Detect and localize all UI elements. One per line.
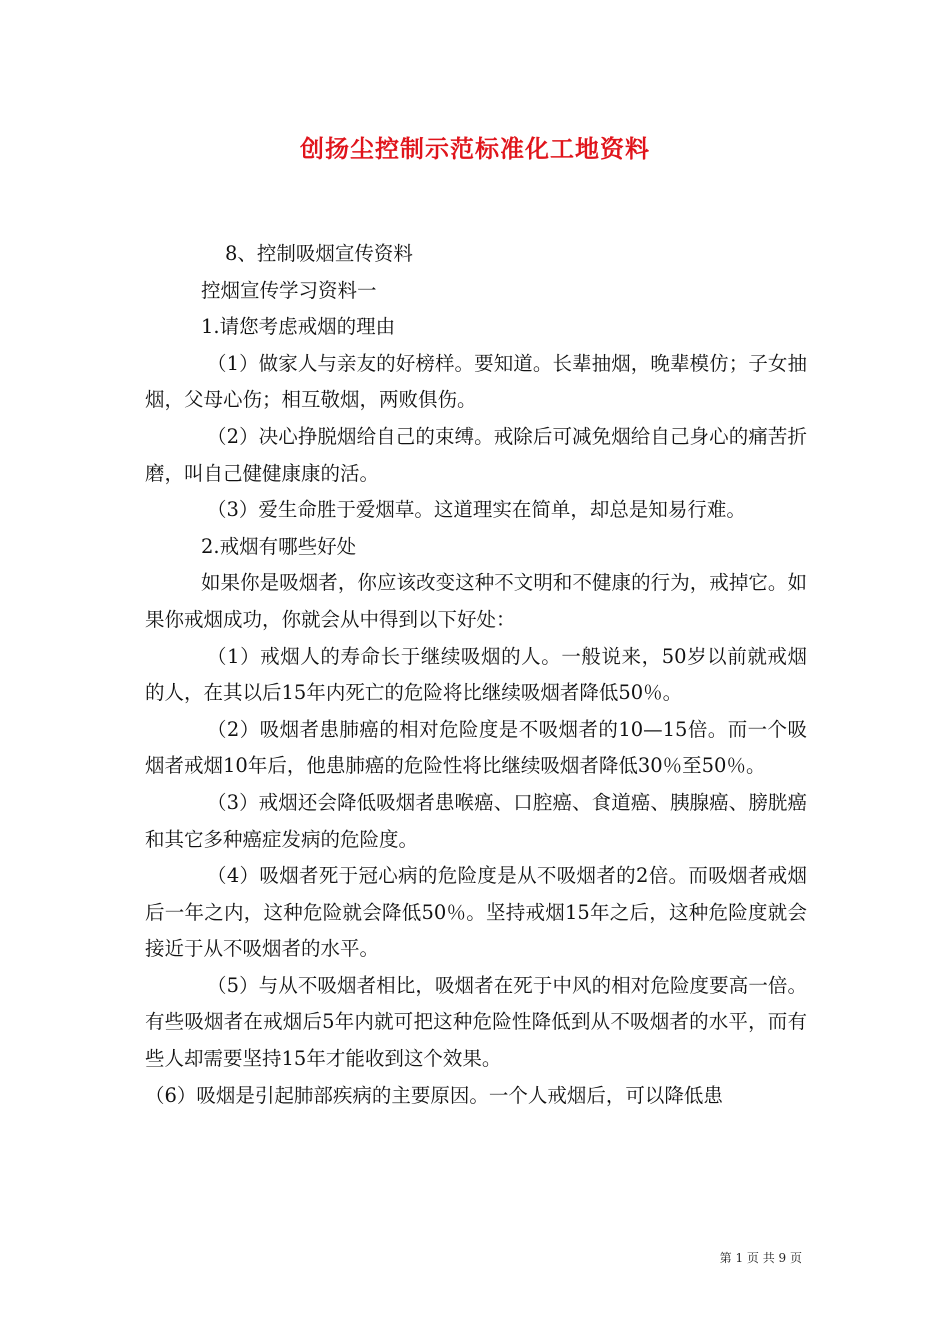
question-heading: 2.戒烟有哪些好处 xyxy=(201,534,357,558)
document-body xyxy=(145,236,807,1114)
paragraph: （5）与从不吸烟者相比，吸烟者在死于中风的相对危险度要高一倍。有些吸烟者在戒烟后5年内就可把这种危险性降低到从不吸烟者的水平，而有些人却需要坚持15年才能收到这个效果。 xyxy=(145,973,807,1071)
paragraph: 如果你是吸烟者，你应该改变这种不文明和不健康的行为，戒掉它。如果你戒烟成功，你就会从中得到以下好处： xyxy=(145,571,807,631)
page-number: 第 1 页 共 9 页 xyxy=(719,1251,802,1265)
paragraph: （4）吸烟者死于冠心病的危险度是从不吸烟者的2倍。而吸烟者戒烟后一年之内，这种危险就会降低50％。坚持戒烟15年之后，这种危险度就会接近于从不吸烟者的水平。 xyxy=(145,864,807,961)
paragraph: （2）决心挣脱烟给自己的束缚。戒除后可减免烟给自己身心的痛苦折磨，叫自己健健康康的活。 xyxy=(145,424,807,485)
paragraph: （1）做家人与亲友的好榜样。要知道。长辈抽烟，晚辈模仿；子女抽烟，父母心伤；相互敬烟，两败俱伤。 xyxy=(145,351,807,412)
paragraph: （3）爱生命胜于爱烟草。这道理实在简单，却总是知易行难。 xyxy=(207,498,746,522)
paragraph: （2）吸烟者患肺癌的相对危险度是不吸烟者的10—15倍。而一个吸烟者戒烟10年后，他患肺癌的危险性将比继续吸烟者降低30％至50％。 xyxy=(145,717,807,778)
question-heading: 1.请您考虑戒烟的理由 xyxy=(201,315,396,339)
subsection-heading: 控烟宣传学习资料一 xyxy=(201,278,377,302)
paragraph: （6）吸烟是引起肺部疾病的主要原因。一个人戒烟后，可以降低患 xyxy=(145,1083,723,1107)
paragraph: （1）戒烟人的寿命长于继续吸烟的人。一般说来，50岁以前就戒烟的人，在其以后15年内死亡的危险将比继续吸烟者降低50％。 xyxy=(145,644,807,705)
document-title: 创扬尘控制示范标准化工地资料 xyxy=(300,135,650,163)
section-heading: 8、控制吸烟宣传资料 xyxy=(225,242,413,265)
paragraph: （3）戒烟还会降低吸烟者患喉癌、口腔癌、食道癌、胰腺癌、膀胱癌和其它多种癌症发病的危险度。 xyxy=(145,790,807,851)
